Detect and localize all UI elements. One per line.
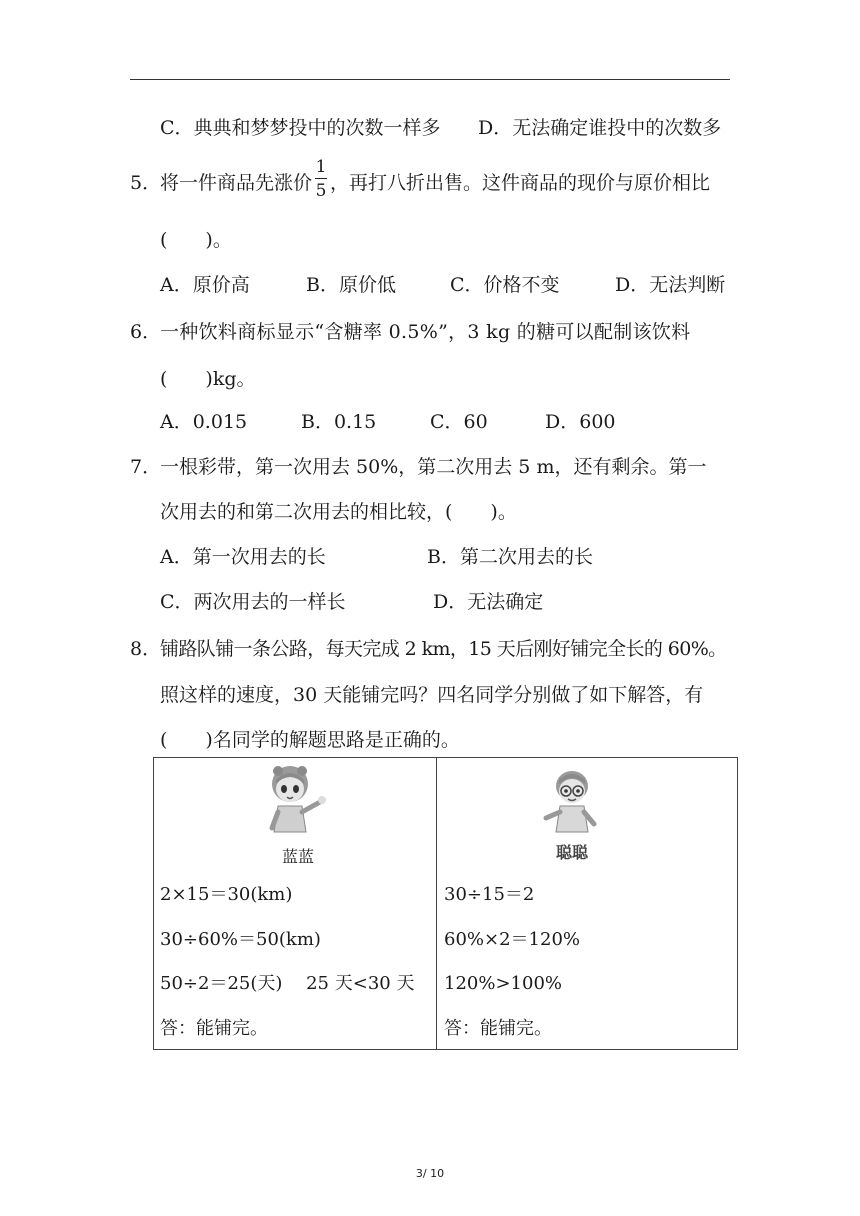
q5-fraction-numerator: 1 bbox=[315, 157, 327, 177]
q5-stem-after: ，再打八折出售。这件商品的现价与原价相比 bbox=[330, 172, 711, 194]
q6-option-b: B．0.15 bbox=[301, 411, 377, 433]
girl-avatar-icon bbox=[262, 762, 332, 842]
q5-option-b: B．原价低 bbox=[306, 274, 396, 296]
q8-stem-line2: 照这样的速度，30 天能铺完吗？四名同学分别做了如下解答，有 bbox=[160, 684, 704, 706]
boy-avatar-icon bbox=[540, 766, 604, 838]
q7-option-c: C．两次用去的一样长 bbox=[160, 591, 346, 613]
q6-option-d: D．600 bbox=[545, 411, 616, 433]
q7-option-b: B．第二次用去的长 bbox=[427, 546, 593, 568]
q7-number: 7． bbox=[130, 456, 162, 478]
left-line-2: 30÷60%＝50(km) bbox=[160, 929, 321, 950]
q5-option-a: A．原价高 bbox=[160, 274, 250, 296]
left-line-3: 50÷2＝25(天) 25 天<30 天 bbox=[160, 973, 415, 994]
right-line-4: 答：能铺完。 bbox=[444, 1018, 552, 1039]
left-line-4: 答：能铺完。 bbox=[160, 1018, 268, 1039]
q7-option-d: D．无法确定 bbox=[433, 591, 544, 613]
q8-stem-line3: ( )名同学的解题思路是正确的。 bbox=[160, 729, 460, 751]
q5-fraction-bar bbox=[315, 178, 327, 179]
right-line-1: 30÷15＝2 bbox=[444, 884, 535, 905]
q6-stem: 一种饮料商标显示“含糖率 0.5%”，3 kg 的糖可以配制该饮料 bbox=[160, 321, 691, 343]
q5-number: 5． bbox=[130, 172, 162, 194]
q5-fraction-denominator: 5 bbox=[315, 181, 327, 201]
prev-option-d: D．无法确定谁投中的次数多 bbox=[478, 117, 722, 139]
q5-stem-before: 将一件商品先涨价 bbox=[160, 172, 313, 194]
table-divider bbox=[436, 757, 437, 1050]
q6-number: 6． bbox=[130, 321, 162, 343]
q8-number: 8． bbox=[130, 638, 162, 660]
q5-blank: ( )。 bbox=[160, 229, 232, 251]
left-line-1: 2×15＝30(km) bbox=[160, 884, 293, 905]
q6-option-a: A．0.015 bbox=[160, 411, 248, 433]
right-line-2: 60%×2＝120% bbox=[444, 929, 581, 950]
q7-stem-line2: 次用去的和第二次用去的相比较，( )。 bbox=[160, 501, 517, 523]
page-number: 3/ 10 bbox=[415, 1167, 445, 1180]
q8-stem-line1: 铺路队铺一条公路，每天完成 2 km，15 天后刚好铺完全长的 60%。 bbox=[160, 638, 727, 660]
q7-stem-line1: 一根彩带，第一次用去 50%，第二次用去 5 m，还有剩余。第一 bbox=[160, 456, 707, 478]
left-student-name: 蓝蓝 bbox=[282, 847, 315, 866]
q6-blank: ( )kg。 bbox=[160, 368, 256, 390]
q5-option-d: D．无法判断 bbox=[615, 274, 726, 296]
q5-option-c: C．价格不变 bbox=[450, 274, 560, 296]
right-line-3: 120%>100% bbox=[444, 973, 563, 994]
q7-option-a: A．第一次用去的长 bbox=[160, 546, 326, 568]
prev-option-c: C．典典和梦梦投中的次数一样多 bbox=[160, 117, 441, 139]
header-rule bbox=[130, 79, 730, 80]
right-student-name: 聪聪 bbox=[556, 843, 589, 862]
q6-option-c: C．60 bbox=[430, 411, 488, 433]
